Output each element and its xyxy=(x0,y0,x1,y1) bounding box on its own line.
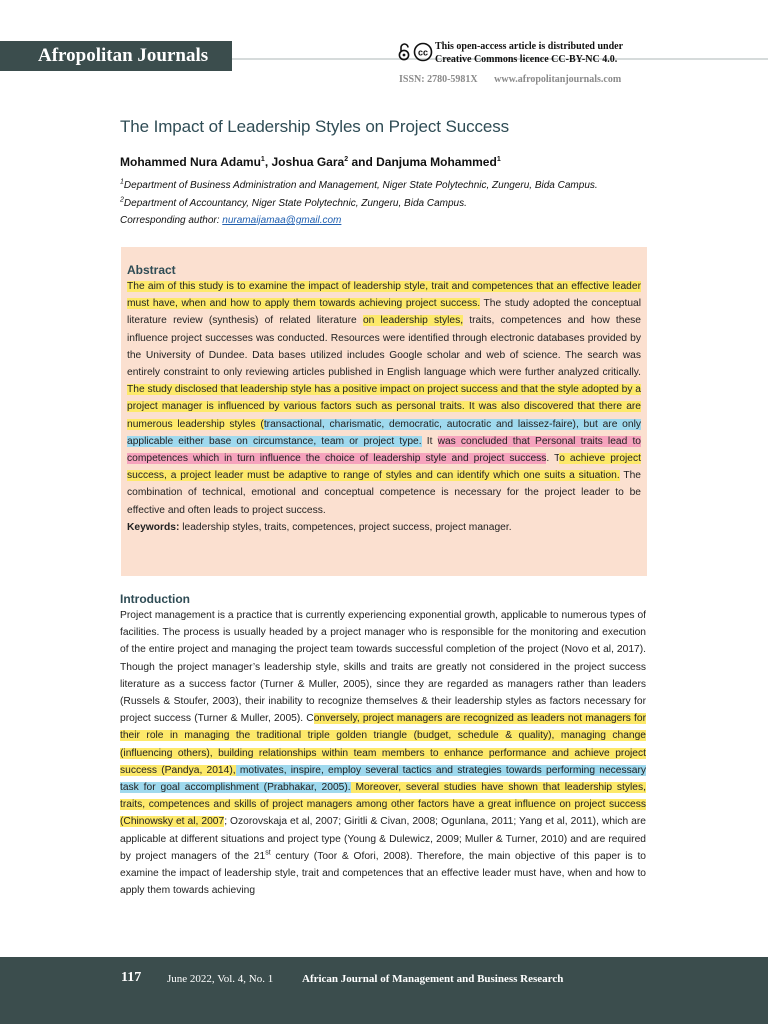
keywords xyxy=(127,519,641,536)
ordinal-suffix: st xyxy=(265,849,271,857)
creative-commons-icon xyxy=(396,42,434,62)
affiliation-2 xyxy=(120,195,598,213)
abstract-span: The combination of technical, emotional and conceptual competence is necessary for the project leader to be effective and often leads to project success. xyxy=(127,470,642,516)
highlight-yellow: o achieve project success, a project leader must be adaptive to range of styles and can identify which one suits a situation. xyxy=(127,453,641,482)
journal-brand: Afropolitan Journals xyxy=(0,41,232,71)
affiliation-marker: 1 xyxy=(120,178,124,186)
issn-line xyxy=(399,74,621,85)
highlight-yellow: It was also discovered that there are numerous leadership styles ( xyxy=(127,401,642,430)
highlight-blue: motivates, inspire, employ several tactics and strategies towards performing necessary task for goal accomplishment (Prabhakar, 2005). xyxy=(120,764,646,794)
corresponding-label: Corresponding author: xyxy=(120,215,220,226)
highlight-yellow: Moreover, several studies have shown that leadership styles, traits, competences and skills of project managers among other factors have a great influence on project success (Chinowsky et al, 2007 xyxy=(120,782,646,828)
introduction-text xyxy=(120,607,646,899)
license-line-1: This open-access article is distributed under xyxy=(435,41,624,52)
journal-name: African Journal of Management and Business Research xyxy=(302,973,564,985)
affiliations xyxy=(120,177,598,230)
abstract-span: . T xyxy=(546,453,560,465)
introduction-heading: Introduction xyxy=(120,592,190,606)
abstract-box xyxy=(121,247,647,576)
affiliation-marker: 2 xyxy=(120,196,124,204)
highlight-yellow: The aim of this study is to examine the impact of leadership style, trait and competences that an effective leader must have, when and how to apply them towards achieving project success. xyxy=(127,281,641,310)
intro-span: ; Ozorovskaja et al, 2007; Giritli & Civan, 2008; Ogunlana, 2011; Yang et al, 2011), which are applicable at different situations and project type (Young & Dulewicz, 2009; Muller & Turner, 2010) and are required by project managers of the 21 xyxy=(120,816,646,862)
author-name: Joshua Gara xyxy=(271,155,345,169)
intro-span: Project management is a practice that is currently experiencing exponential growth, applicable to numerous types of facilities. The process is usually headed by a project manager who is responsible for the monitoring and execution of the entire project and managing the project team towards successful completion of the project (Novo et al, 2017). Though the project manager’s leadership style, skills and traits are greatly not considered in the project success literature as a success factor (Turner & Muller, 2005), since they are regarded as managers rather than leaders (Russels & Stoufer, 2003), their inability to recognize themselves & their leadership styles as factors necessary for project success (Turner & Muller, 2005). C xyxy=(120,610,646,725)
keywords-list: leadership styles, traits, competences, project success, project manager. xyxy=(179,521,512,533)
article-title: The Impact of Leadership Styles on Project Success xyxy=(120,117,510,136)
keywords-label: Keywords: xyxy=(127,521,180,533)
abstract-span: traits, competences and how these influence project successes was conducted. Resources were identified through electronic databases provided by the University of Dundee. Data bases utilized includes Google scholar and web of science. The search was entirely constraint to only reviewing articles published in English language which were further analyzed critically. xyxy=(127,315,641,379)
author-name: Danjuma Mohammed xyxy=(376,155,497,169)
license-line-2: Creative Commons licence CC-BY-NC 4.0. xyxy=(435,54,618,65)
affiliation-text: Department of Business Administration and Management, Niger State Polytechnic, Zungeru, Bida Campus. xyxy=(123,180,598,191)
highlight-yellow: onversely, project managers are recognized as leaders not managers for their role in managing the traditional triple golden triangle (budget, schedule & quality), managing change (influencing others), building relationships within team members to enhance performance and achieve project success (Pandya, 2014), xyxy=(120,713,647,776)
affiliation-1 xyxy=(120,177,598,195)
page-footer xyxy=(0,957,768,1024)
abstract-text xyxy=(127,278,641,519)
affiliation-marker: 1 xyxy=(260,156,265,163)
corresponding-email-link[interactable]: nuramaijamaa@gmail.com xyxy=(222,215,342,226)
corresponding-author xyxy=(120,212,598,230)
author-list: Mohammed Nura Adamu$^1$, Joshua Gara$^2$ and Danjuma Mohammed$^1$ xyxy=(120,155,501,169)
issn-number: ISSN: 2780-5981X xyxy=(399,74,478,85)
cc-license-icon xyxy=(415,44,432,61)
affiliation-text: Department of Accountancy, Niger State Polytechnic, Zungeru, Bida Campus. xyxy=(123,197,467,209)
abstract-heading: Abstract xyxy=(127,263,176,277)
author-conjunction: and xyxy=(351,155,373,169)
highlight-yellow: on leadership styles, xyxy=(362,315,464,327)
open-access-icon xyxy=(399,44,408,60)
license-notice xyxy=(435,40,655,66)
journal-website: www.afropolitanjournals.com xyxy=(494,74,622,85)
abstract-span: It xyxy=(421,435,438,447)
page-number: 117 xyxy=(121,970,142,985)
issue-info: June 2022, Vol. 4, No. 1 xyxy=(167,973,274,985)
highlight-pink: was concluded that Personal traits lead to competences which in turn influence the choice of leadership style and project success xyxy=(127,435,641,465)
affiliation-marker: 1 xyxy=(496,156,501,163)
author-name: Mohammed Nura Adamu xyxy=(120,155,261,169)
abstract-span: The study adopted the conceptual literature review (synthesis) of related literature xyxy=(127,298,642,327)
svg-text:cc: cc xyxy=(417,47,429,58)
affiliation-marker: 2 xyxy=(344,156,349,163)
intro-span: century (Toor & Ofori, 2008). Therefore, the main objective of this paper is to examine the impact of leadership style, trait and competences that an effective leader must have, when and how to apply them towards achieving xyxy=(120,850,646,897)
highlight-yellow: The study disclosed that leadership style has a positive impact on project success and that the style adopted by a project manager is influenced by various factors such as personal traits. xyxy=(127,384,641,413)
highlight-blue: transactional, charismatic, democratic, autocratic and laissez-faire), but are only applicable either base on circumstance, team or project type. xyxy=(127,418,641,447)
